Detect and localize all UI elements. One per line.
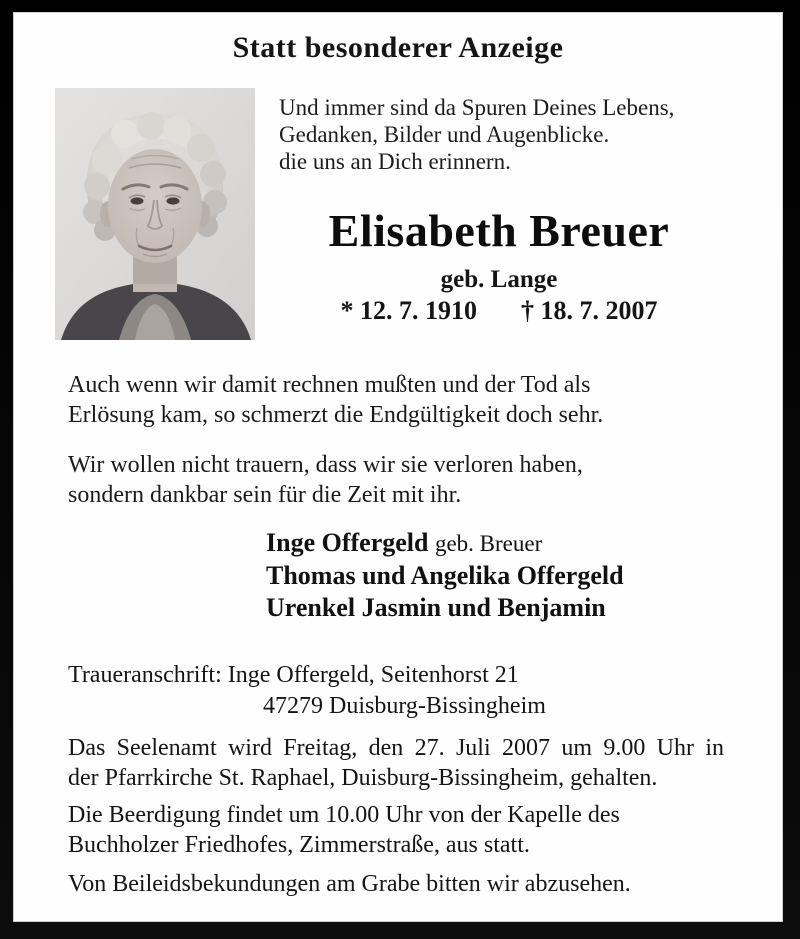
poem-line: Und immer sind da Spuren Deines Lebens, [279, 95, 675, 120]
maiden-name: geb. Lange [440, 266, 558, 293]
paragraph-grief [68, 370, 603, 430]
notice-header: Statt besonderer Anzeige [232, 31, 564, 64]
address-line: Traueranschrift: Inge Offergeld, Seitenhorst 21 [68, 662, 519, 688]
text-line: sondern dankbar sein für die Zeit mit ihr. [68, 482, 462, 508]
mourner-line: Thomas und Angelika Offergeld [266, 561, 624, 590]
birth-date: * 12. 7. 1910 [340, 296, 477, 325]
obituary-notice [13, 12, 783, 922]
life-dates [279, 296, 719, 326]
text-line: der Pfarrkirche St. Raphael, Duisburg-Bissingheim, gehalten. [68, 765, 658, 791]
mourner-name: Inge Offergeld [266, 528, 429, 557]
mourner-line [266, 527, 624, 560]
portrait-photo [55, 88, 255, 340]
requiem-info [68, 733, 724, 793]
text-line: Das Seelenamt wird Freitag, den 27. Juli 2007 um 9.00 Uhr in [68, 735, 724, 761]
address-city-line: 47279 Duisburg-Bissingheim [263, 693, 546, 719]
poem-line: die uns an Dich erinnern. [279, 149, 511, 174]
death-date: † 18. 7. 2007 [521, 296, 658, 325]
portrait-photo-illustration [55, 88, 255, 340]
memorial-poem [279, 94, 719, 175]
mourner-line: Urenkel Jasmin und Benjamin [266, 593, 606, 622]
text-line: Buchholzer Friedhofes, Zimmerstraße, aus statt. [68, 832, 530, 858]
deceased-name: Elisabeth Breuer [328, 205, 670, 256]
text-line: Wir wollen nicht trauern, dass wir sie verloren haben, [68, 452, 583, 478]
text-line: Erlösung kam, so schmerzt die Endgültigkeit doch sehr. [68, 402, 604, 428]
text-line: Die Beerdigung findet um 10.00 Uhr von der Kapelle des [68, 802, 620, 828]
condolence-note: Von Beileidsbekundungen am Grabe bitten wir abzusehen. [68, 871, 631, 897]
deceased-column [279, 94, 719, 326]
text-line: Auch wenn wir damit rechnen mußten und der Tod als [68, 372, 591, 398]
poem-line: Gedanken, Bilder und Augenblicke. [279, 122, 610, 147]
paragraph-gratitude [68, 450, 583, 510]
burial-info [68, 800, 620, 860]
mourners-list [266, 527, 624, 624]
mourning-address [68, 660, 546, 722]
mourner-maiden-name: geb. Breuer [434, 531, 543, 556]
